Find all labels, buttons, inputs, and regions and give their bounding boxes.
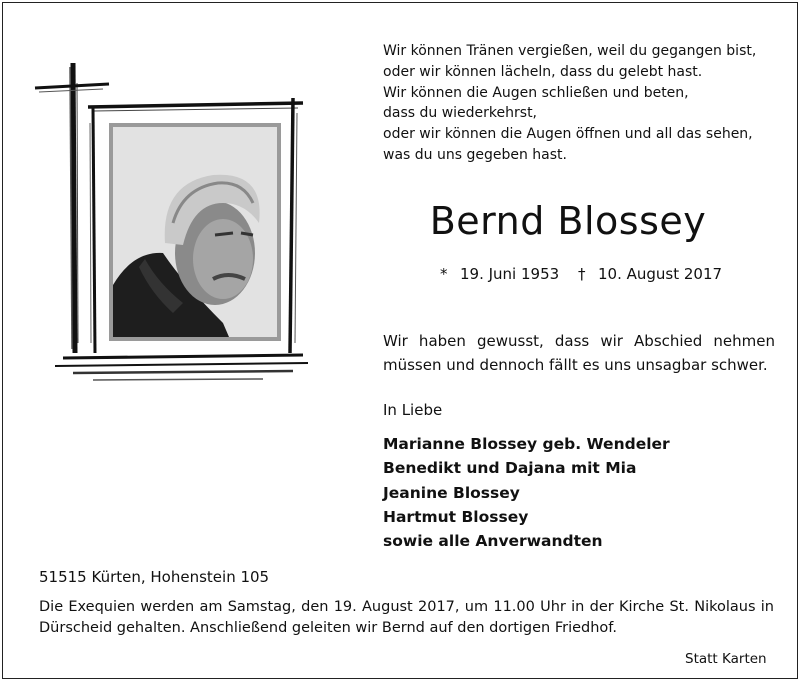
family-address: 51515 Kürten, Hohenstein 105 [39,568,270,586]
poem-line: Wir können Tränen vergießen, weil du gegangen bist, [383,43,757,59]
frame-stroke-bottom [63,355,303,358]
poem-line: Wir können die Augen schließen und beten, [383,84,689,101]
mourners-list [383,432,670,553]
mourner-name: Benedikt und Dajana mit Mia [383,459,637,478]
frame-stroke-right [290,98,293,353]
in-love-label: In Liebe [383,401,443,419]
birth-symbol: * [440,265,448,283]
mourner-name: Hartmut Blossey [383,507,529,526]
death-date: 10. August 2017 [598,265,723,283]
mourner-name: sowie alle Anverwandten [383,532,603,551]
mourner-name: Marianne Blossey geb. Wendeler [383,435,670,453]
birth-date: 19. Juni 1953 [460,265,560,283]
funeral-service-info: Die Exequien werden am Samstag, den 19. August 2017, um 11.00 Uhr in der Kirche St. Nikolaus in Dürscheid gehalten. Anschließend geleiten wir Bernd auf den dortigen Friedhof. [39,599,774,636]
cross-stroke-vertical [73,63,75,353]
poem-line: was du uns gegeben hast. [383,146,567,163]
poem [383,41,756,166]
birth-info [440,265,559,283]
cross-icon: † [578,265,586,283]
poem-line: oder wir können lächeln, dass du gelebt hast. [383,63,703,80]
deceased-name: Bernd Blossey [429,199,707,243]
death-info [578,265,722,283]
obituary-notice [2,2,798,679]
closing-note: Statt Karten [685,651,767,667]
portrait-frame-artwork [33,53,323,393]
farewell-message: Wir haben gewusst, dass wir Abschied nehmen müssen und dennoch fällt es uns unsagbar schwer. [383,332,775,374]
frame-stroke-top [88,103,303,107]
poem-line: oder wir können die Augen öffnen und all das sehen, [383,126,753,143]
frame-stroke-left [93,108,95,353]
mourner-name: Jeanine Blossey [383,483,520,502]
cross-stroke-horizontal [35,84,109,88]
poem-line: dass du wiederkehrst, [383,105,538,122]
